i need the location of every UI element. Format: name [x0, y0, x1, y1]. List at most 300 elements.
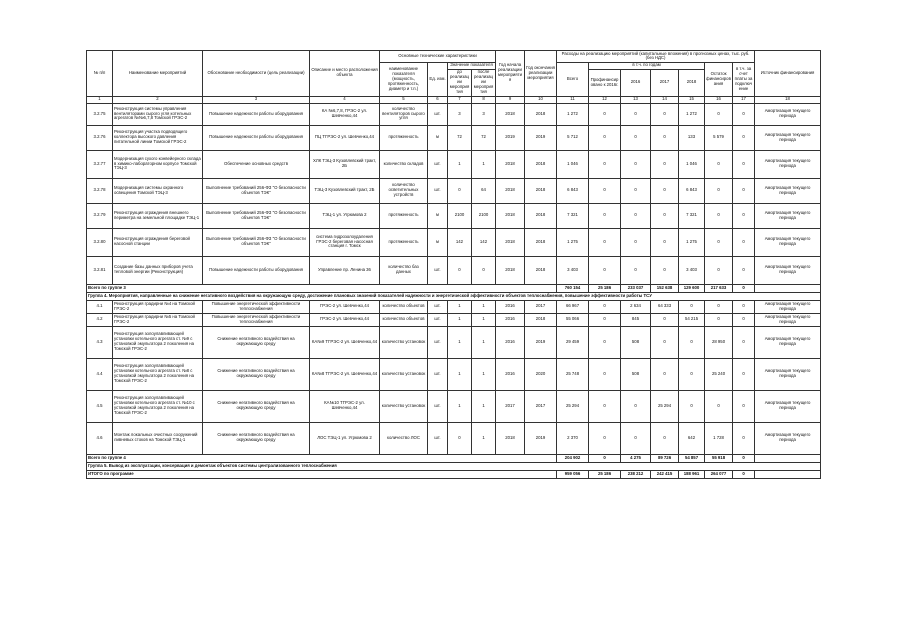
cell-name: Реконструкция градирни №5 на Томской ГРЭС-2: [113, 313, 203, 326]
cell-reason: Выполнение требований 256-ФЗ "О безопасности объектов ТЭК": [203, 228, 310, 256]
cell-total: 25 748: [557, 358, 589, 390]
cell-n: 4.5: [87, 390, 113, 422]
header-2017: 2017: [651, 69, 679, 96]
header-name: Наименование мероприятий: [113, 51, 203, 97]
cell-y16: 0: [621, 150, 651, 178]
group4-total-2016: 4 275: [621, 454, 651, 462]
cell-end: 2017: [525, 390, 557, 422]
cell-y18: 642: [679, 422, 705, 454]
cell-y18: 0: [679, 326, 705, 358]
cell-reason: Снижение негативного воздействия на окружающую среду: [203, 358, 310, 390]
cell-before: 0: [448, 422, 472, 454]
cell-reason: Повышение энергетической эффективности теплоснабжения: [203, 313, 310, 326]
cell-n: 3.2.75: [87, 103, 113, 125]
cell-place: КА№10 ТГРЭС-2 ул. Шевченко,44: [310, 390, 380, 422]
table-row: [87, 358, 821, 390]
cell-after: 64: [472, 178, 496, 203]
cell-name: Реконструкция золоулавливающей установки котельного агрегата ст. №10 с установкой эмульгатора 2 поколения на Томской ГРЭС-2: [113, 390, 203, 422]
column-number: 7: [448, 96, 472, 103]
cell-reason: Повышение энергетической эффективности теплоснабжения: [203, 300, 310, 313]
cell-end: 2018: [525, 103, 557, 125]
cell-unit: шт.: [428, 150, 448, 178]
cell-place: ТЭЦ-3 Кузовлевский тракт, 2Б: [310, 178, 380, 203]
cell-src: Амортизация текущего периода: [755, 228, 821, 256]
cell-before: 1: [448, 326, 472, 358]
cell-place: КА№8 ТГРЭС-2 ул. Шевченко,44: [310, 358, 380, 390]
cell-y18: 1 046: [679, 150, 705, 178]
cell-after: 1: [472, 300, 496, 313]
cell-after: 1: [472, 326, 496, 358]
cell-y18: 0: [679, 358, 705, 390]
column-number-row: [87, 96, 821, 103]
cell-unit: шт.: [428, 358, 448, 390]
cell-rest: 0: [705, 150, 733, 178]
cell-total: 1 046: [557, 150, 589, 178]
cell-name: Реконструкция градирни №4 на Томской ГРЭС-2: [113, 300, 203, 313]
cell-n: 3.2.77: [87, 150, 113, 178]
grand-total-2018: 188 961: [679, 470, 705, 478]
cell-total: 25 294: [557, 390, 589, 422]
group3-total-payback: 0: [733, 284, 755, 292]
group4-title-row: [87, 292, 821, 300]
cell-start: 2016: [496, 326, 525, 358]
header-year-start: Год начала реализации мероприятия: [496, 51, 525, 97]
group5-title-row: [87, 462, 821, 470]
cell-pay: 0: [733, 300, 755, 313]
cell-fin: 0: [589, 422, 621, 454]
column-number: 17: [733, 96, 755, 103]
cell-unit: шт.: [428, 178, 448, 203]
column-number: 10: [525, 96, 557, 103]
cell-src: Амортизация текущего периода: [755, 358, 821, 390]
cell-end: 2020: [525, 358, 557, 390]
group4-total-2017: 89 726: [651, 454, 679, 462]
cell-total: 29 459: [557, 326, 589, 358]
cell-rest: 28 950: [705, 326, 733, 358]
cell-rest: 0: [705, 103, 733, 125]
header-2016: 2016: [621, 69, 651, 96]
cell-src: Амортизация текущего периода: [755, 422, 821, 454]
header-by-year: в т.ч. по годам: [589, 62, 705, 69]
table-row: [87, 228, 821, 256]
cell-after: 72: [472, 125, 496, 150]
cell-reason: Снижение негативного воздействия на окружающую среду: [203, 390, 310, 422]
group4-total-2018: 54 857: [679, 454, 705, 462]
cell-before: 1: [448, 150, 472, 178]
cell-end: 2018: [525, 313, 557, 326]
cell-y16: 0: [621, 256, 651, 284]
cell-start: 2018: [496, 422, 525, 454]
cell-after: 1: [472, 422, 496, 454]
cell-before: 1: [448, 300, 472, 313]
cell-tech: количество установок: [380, 358, 428, 390]
column-number: 6: [428, 96, 448, 103]
cell-n: 4.4: [87, 358, 113, 390]
cell-end: 2017: [525, 300, 557, 313]
cell-src: Амортизация текущего периода: [755, 313, 821, 326]
cell-after: 142: [472, 228, 496, 256]
table-row: [87, 125, 821, 150]
column-number: 8: [472, 96, 496, 103]
cell-reason: Выполнение требований 256-ФЗ "О безопасности объектов ТЭК": [203, 203, 310, 228]
cell-start: 2018: [496, 103, 525, 125]
cell-rest: 0: [705, 228, 733, 256]
cell-fin: 0: [589, 390, 621, 422]
cell-total: 1 272: [557, 103, 589, 125]
cell-after: 1: [472, 358, 496, 390]
header-reason: Обоснование необходимости (цель реализации): [203, 51, 310, 97]
cell-fin: 0: [589, 178, 621, 203]
cell-n: 3.2.81: [87, 256, 113, 284]
cell-y18: 7 321: [679, 203, 705, 228]
cell-y18: 54 215: [679, 313, 705, 326]
cell-before: 1: [448, 390, 472, 422]
cell-start: 2018: [496, 203, 525, 228]
header-incl-payback: в т.ч. за счет платы за подключение: [733, 62, 755, 96]
column-number: 11: [557, 96, 589, 103]
group3-rows: [87, 103, 821, 284]
cell-total: 55 066: [557, 313, 589, 326]
cell-y17: 0: [651, 203, 679, 228]
cell-pay: 0: [733, 178, 755, 203]
header-unit: Ед. изм.: [428, 62, 448, 96]
cell-tech: количество объектов: [380, 313, 428, 326]
cell-y18: 3 403: [679, 256, 705, 284]
header-year-end: Год окончания реализации мероприятия: [525, 51, 557, 97]
cell-start: 2018: [496, 178, 525, 203]
cell-tech: протяженность: [380, 228, 428, 256]
cell-before: 142: [448, 228, 472, 256]
table-row: [87, 300, 821, 313]
cell-rest: 0: [705, 390, 733, 422]
cell-src: Амортизация текущего периода: [755, 178, 821, 203]
cell-unit: шт.: [428, 103, 448, 125]
cell-pay: 0: [733, 390, 755, 422]
cell-pay: 0: [733, 313, 755, 326]
cell-place: КА №6,7,8, ГРЭС-2 ул. Шевченко,44: [310, 103, 380, 125]
cell-total: 2 370: [557, 422, 589, 454]
cell-y16: 845: [621, 313, 651, 326]
grand-total-row: [87, 470, 821, 478]
group4-title: Группа 4. Мероприятия, направленные на снижение негативного воздействия на окружающую среду, достижение плановых значений показателей надежности и энергетической эффективности объектов теплоснабжения, повышение эффективности работы ТСУ: [87, 292, 821, 300]
cell-tech: количество складов: [380, 150, 428, 178]
cell-y16: 0: [621, 203, 651, 228]
cell-tech: количество ЛОС: [380, 422, 428, 454]
cell-src: Амортизация текущего периода: [755, 256, 821, 284]
column-number: 12: [589, 96, 621, 103]
header-val: Значение показателя: [448, 62, 496, 69]
group4-rows: [87, 300, 821, 454]
cell-y17: 0: [651, 228, 679, 256]
cell-name: Создание базы данных приборов учета тепловой энергии (Реконструкция): [113, 256, 203, 284]
cell-src: Амортизация текущего периода: [755, 125, 821, 150]
cell-y18: 0: [679, 300, 705, 313]
cell-unit: м: [428, 228, 448, 256]
header-place: Описание и место расположения объекта: [310, 51, 380, 97]
table-row: [87, 178, 821, 203]
cell-end: 2019: [525, 422, 557, 454]
group3-total-2018: 129 600: [679, 284, 705, 292]
cell-before: 0: [448, 178, 472, 203]
header-val-before: до реализации мероприятия: [448, 69, 472, 96]
cell-place: ТЭЦ-1 ул. Угрюмова 2: [310, 203, 380, 228]
grand-total-payback: 0: [733, 470, 755, 478]
cell-pay: 0: [733, 326, 755, 358]
cell-y17: 0: [651, 178, 679, 203]
cell-y17: 0: [651, 150, 679, 178]
cell-n: 3.2.79: [87, 203, 113, 228]
cell-y17: 0: [651, 125, 679, 150]
cell-y16: 0: [621, 125, 651, 150]
cell-fin: 0: [589, 256, 621, 284]
cell-reason: Обеспечение основных средств: [203, 150, 310, 178]
cell-y16: 0: [621, 178, 651, 203]
cell-tech: протяженность: [380, 125, 428, 150]
group4-total-row: [87, 454, 821, 462]
cell-name: Модернизация системы охранного освещения Томской ТЭЦ-3: [113, 178, 203, 203]
grand-total-fin: 25 186: [589, 470, 621, 478]
cell-y17: 25 294: [651, 390, 679, 422]
cell-name: Монтаж локальных очистных сооружений ливневых стоков на Томской ТЭЦ-1: [113, 422, 203, 454]
cell-src: Амортизация текущего периода: [755, 300, 821, 313]
cell-total: 1 275: [557, 228, 589, 256]
cell-fin: 0: [589, 150, 621, 178]
cell-rest: 0: [705, 300, 733, 313]
table-row: [87, 103, 821, 125]
cell-total: 6 843: [557, 178, 589, 203]
table-row: [87, 256, 821, 284]
cell-place: КА№9 ТГРЭС-2 ул. Шевченко,44: [310, 326, 380, 358]
table-row: [87, 422, 821, 454]
table-row: [87, 313, 821, 326]
cell-name: Реконструкция золоулавливающей установки котельного агрегата ст. №9 с установкой эмульгатора 2 поколения на Томской ГРЭС-2: [113, 326, 203, 358]
cell-end: 2018: [525, 256, 557, 284]
cell-rest: 25 240: [705, 358, 733, 390]
cell-tech: количество вентиляторов сырого угля: [380, 103, 428, 125]
grand-total-rest: 264 077: [705, 470, 733, 478]
cell-y17: 0: [651, 256, 679, 284]
cell-tech: количество установок: [380, 390, 428, 422]
column-number: 5: [380, 96, 428, 103]
grand-total-label: ИТОГО по программе: [87, 470, 557, 478]
cell-y17: 0: [651, 422, 679, 454]
cell-pay: 0: [733, 256, 755, 284]
cell-name: Реконструкция участка подводящего коллектора высокого давления питательной линии Томской ГРЭС-2: [113, 125, 203, 150]
cell-place: ЛОС ТЭЦ-1 ул. Угрюмова 2: [310, 422, 380, 454]
cell-rest: 5 579: [705, 125, 733, 150]
cell-total: 66 967: [557, 300, 589, 313]
cell-before: 3: [448, 103, 472, 125]
cell-y17: 0: [651, 358, 679, 390]
table-row: [87, 150, 821, 178]
cell-place: система гидрозолоудаления ГРЭС-2 береговая насосная станция г. Томск: [310, 228, 380, 256]
cell-y17: 0: [651, 313, 679, 326]
cell-src: Амортизация текущего периода: [755, 390, 821, 422]
cell-y17: 0: [651, 326, 679, 358]
header-fin-before: Профинансировано к 2016г.: [589, 69, 621, 96]
cell-before: 0: [448, 256, 472, 284]
cell-before: 2100: [448, 203, 472, 228]
column-number: 4: [310, 96, 380, 103]
cell-unit: шт.: [428, 300, 448, 313]
cell-n: 4.6: [87, 422, 113, 454]
cell-reason: Повышение надежности работы оборудования: [203, 103, 310, 125]
cell-fin: 0: [589, 228, 621, 256]
cell-tech: количество баз данных: [380, 256, 428, 284]
cell-pay: 0: [733, 228, 755, 256]
column-number: 18: [755, 96, 821, 103]
group4-total-value: 204 902: [557, 454, 589, 462]
cell-name: Реконструкция системы управления вентиляторами сырого угля котельных агрегатов №№6,7,8 Томской ГРЭС-2: [113, 103, 203, 125]
group4-total-payback: 0: [733, 454, 755, 462]
header-tech: Основные технические характеристики: [380, 51, 496, 63]
cell-tech: количество осветительных устройств: [380, 178, 428, 203]
cell-src: Амортизация текущего периода: [755, 203, 821, 228]
group3-total-value: 760 154: [557, 284, 589, 292]
grand-total-2017: 242 415: [651, 470, 679, 478]
cell-y16: 0: [621, 228, 651, 256]
cell-name: Реконструкция золоулавливающей установки котельного агрегата ст. №8 с установкой эмульгатора 2 поколения на Томской ГРЭС-2: [113, 358, 203, 390]
header-source: Источник финансирования: [755, 51, 821, 97]
cell-fin: 0: [589, 203, 621, 228]
cell-end: 2018: [525, 178, 557, 203]
cell-reason: Снижение негативного воздействия на окружающую среду: [203, 326, 310, 358]
cell-pay: 0: [733, 103, 755, 125]
header-costs: Расходы на реализацию мероприятий (капитальные вложения) в прогнозных ценах, тыс. руб. (без НДС): [557, 51, 755, 63]
cell-reason: Снижение негативного воздействия на окружающую среду: [203, 422, 310, 454]
cell-place: Управление пр. Ленина 36: [310, 256, 380, 284]
header-2018: 2018: [679, 69, 705, 96]
cell-total: 7 321: [557, 203, 589, 228]
cell-reason: Повышение надежности работы оборудования: [203, 125, 310, 150]
cell-end: 2018: [525, 228, 557, 256]
cell-y16: 508: [621, 326, 651, 358]
group4-total-label: Всего по группе 4: [87, 454, 557, 462]
cell-start: 2019: [496, 125, 525, 150]
cell-rest: 0: [705, 178, 733, 203]
header-row-1: [87, 51, 821, 63]
cell-unit: шт.: [428, 390, 448, 422]
cell-total: 5 712: [557, 125, 589, 150]
cell-start: 2018: [496, 256, 525, 284]
cell-n: 4.1: [87, 300, 113, 313]
cell-tech: количество объектов: [380, 300, 428, 313]
cell-end: 2018: [525, 203, 557, 228]
cell-y18: 0: [679, 390, 705, 422]
cell-n: 3.2.80: [87, 228, 113, 256]
cell-rest: 0: [705, 313, 733, 326]
cell-fin: 0: [589, 313, 621, 326]
cell-n: 4.3: [87, 326, 113, 358]
table-row: [87, 203, 821, 228]
cell-src: Амортизация текущего периода: [755, 326, 821, 358]
cell-unit: м: [428, 125, 448, 150]
header-total: Всего: [557, 62, 589, 96]
column-number: 16: [705, 96, 733, 103]
cell-rest: 0: [705, 256, 733, 284]
cell-start: 2016: [496, 313, 525, 326]
cell-end: 2019: [525, 326, 557, 358]
group3-total-rest: 217 633: [705, 284, 733, 292]
cell-end: 2019: [525, 125, 557, 150]
cell-after: 1: [472, 150, 496, 178]
cell-pay: 0: [733, 203, 755, 228]
column-number: 9: [496, 96, 525, 103]
cell-place: ПЦ ТГРЭС-2 ул. Шевченко,44: [310, 125, 380, 150]
cell-unit: шт.: [428, 313, 448, 326]
grand-total-value: 959 056: [557, 470, 589, 478]
cell-n: 4.2: [87, 313, 113, 326]
group3-total-2017: 152 638: [651, 284, 679, 292]
cell-start: 2018: [496, 228, 525, 256]
cell-n: 3.2.78: [87, 178, 113, 203]
cell-fin: 0: [589, 300, 621, 313]
column-number: 14: [651, 96, 679, 103]
cell-before: 1: [448, 358, 472, 390]
cell-rest: 0: [705, 203, 733, 228]
cell-unit: м: [428, 203, 448, 228]
cell-total: 3 403: [557, 256, 589, 284]
cell-after: 1: [472, 390, 496, 422]
cell-pay: 0: [733, 150, 755, 178]
cell-after: 3: [472, 103, 496, 125]
cell-tech: количество установок: [380, 326, 428, 358]
header-rest: Остаток финансирования: [705, 62, 733, 96]
header-n: № п/п: [87, 51, 113, 97]
cell-unit: шт.: [428, 326, 448, 358]
column-number: 3: [203, 96, 310, 103]
cell-fin: 0: [589, 358, 621, 390]
cell-src: Амортизация текущего периода: [755, 150, 821, 178]
cell-y17: 64 333: [651, 300, 679, 313]
cell-reason: Повышение надежности работы оборудования: [203, 256, 310, 284]
cell-unit: шт.: [428, 256, 448, 284]
cell-place: ГРЭС-2 ул. Шевченко,44: [310, 300, 380, 313]
cell-start: 2017: [496, 390, 525, 422]
cell-pay: 0: [733, 125, 755, 150]
table-row: [87, 390, 821, 422]
cell-reason: Выполнение требований 256-ФЗ "О безопасности объектов ТЭК": [203, 178, 310, 203]
cell-y16: 0: [621, 390, 651, 422]
cell-fin: 0: [589, 125, 621, 150]
header-val-after: после реализации мероприятия: [472, 69, 496, 96]
cell-place: ХЛК ТЭЦ-3 Кузовлевский тракт, 2Б: [310, 150, 380, 178]
cell-unit: шт.: [428, 422, 448, 454]
cell-src: Амортизация текущего периода: [755, 103, 821, 125]
cell-after: 1: [472, 313, 496, 326]
group3-total-fin: 25 186: [589, 284, 621, 292]
cell-y17: 0: [651, 103, 679, 125]
cell-place: ГРЭС-2 ул. Шевченко,44: [310, 313, 380, 326]
cell-rest: 1 728: [705, 422, 733, 454]
cell-start: 2016: [496, 358, 525, 390]
cell-name: Реконструкция ограждения береговой насосной станции: [113, 228, 203, 256]
cell-fin: 0: [589, 103, 621, 125]
column-number: 1: [87, 96, 113, 103]
cell-pay: 0: [733, 358, 755, 390]
investment-program-table: [86, 50, 821, 479]
table-row: [87, 326, 821, 358]
cell-pay: 0: [733, 422, 755, 454]
cell-name: Модернизация сухого конвейерного склада в химико-лабораторном корпусе Томской ТЭЦ-3: [113, 150, 203, 178]
cell-start: 2018: [496, 150, 525, 178]
column-number: 13: [621, 96, 651, 103]
group3-total-label: Всего по группе 3: [87, 284, 557, 292]
cell-name: Реконструкция ограждения внешнего периметра на земельной площадке ТЭЦ-1: [113, 203, 203, 228]
cell-after: 2100: [472, 203, 496, 228]
cell-y18: 133: [679, 125, 705, 150]
cell-y18: 6 843: [679, 178, 705, 203]
